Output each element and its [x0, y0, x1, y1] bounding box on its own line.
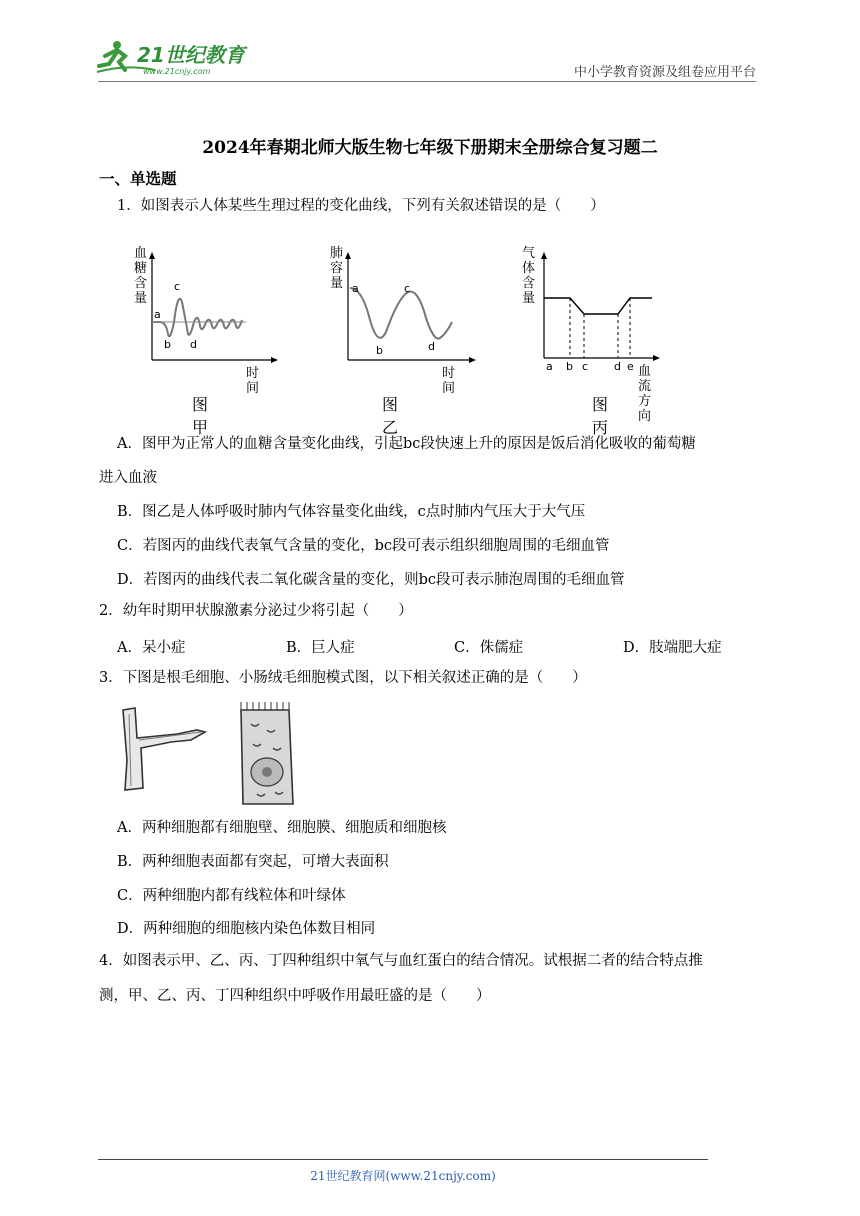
fig-yi-point-d: d [428, 340, 435, 353]
q3-option-d: D．两种细胞的细胞核内染色体数目相同 [117, 921, 376, 937]
fig-yi-ylabel: 肺 容 量 [330, 246, 344, 291]
q3-option-b: B．两种细胞表面都有突起，可增大表面积 [117, 854, 389, 870]
header-divider [98, 81, 756, 82]
fig-bing-ylabel: 气 体 含 量 [522, 246, 536, 306]
fig-bing-xlabel: 血流方向 [638, 364, 652, 424]
q3-option-c: C．两种细胞内都有线粒体和叶绿体 [117, 888, 346, 904]
q3-option-a: A．两种细胞都有细胞壁、细胞膜、细胞质和细胞核 [117, 820, 447, 836]
cell-diagram-icon [117, 700, 327, 812]
fig-jia-caption: 图甲 [192, 395, 209, 437]
q2-option-c: C．侏儒症 [454, 640, 524, 656]
fig-bing-point-c: c [582, 360, 589, 373]
runner-logo-icon [95, 38, 260, 78]
fig-bing-point-a: a [546, 360, 553, 373]
fig-jia-point-a: a [154, 308, 161, 321]
fig-bing-caption: 图丙 [592, 395, 609, 437]
q1-option-c: C．若图丙的曲线代表氧气含量的变化，bc段可表示组织细胞周围的毛细血管 [117, 538, 610, 554]
fig-yi-xlabel: 时间 [442, 366, 456, 396]
logo-text: 21世纪教育 [137, 43, 245, 67]
q1-option-d: D．若图丙的曲线代表二氧化碳含量的变化，则bc段可表示肺泡周围的毛细血管 [117, 572, 625, 588]
header-platform-text: 中小学教育资源及组卷应用平台 [574, 65, 757, 80]
fig-jia-point-d: d [190, 338, 197, 351]
fig-bing-point-b: b [566, 360, 573, 373]
q3-stem: 3．下图是根毛细胞、小肠绒毛细胞模式图，以下相关叙述正确的是（ ） [99, 670, 587, 686]
logo-url: www.21cnjy.com [143, 67, 211, 76]
fig-jia-xlabel: 时间 [246, 366, 260, 396]
site-logo [95, 38, 260, 78]
section-heading: 一、单选题 [99, 169, 177, 188]
fig-jia-curve [130, 242, 280, 382]
q1-stem: 1．如图表示人体某些生理过程的变化曲线，下列有关叙述错误的是（ ） [117, 198, 605, 214]
q2-option-b: B．巨人症 [286, 640, 355, 656]
footer-divider [98, 1159, 708, 1160]
q1-option-b: B．图乙是人体呼吸时肺内气体容量变化曲线，c点时肺内气压大于大气压 [117, 504, 586, 520]
fig-yi-point-a: a [352, 282, 359, 295]
q1-option-a-line1: A．图甲为正常人的血糖含量变化曲线，引起bc段快速上升的原因是饭后消化吸收的葡萄糖 [117, 436, 696, 452]
fig-jia-ylabel: 血 糖 含 量 [134, 246, 148, 306]
q2-option-d: D．肢端肥大症 [623, 640, 722, 656]
fig-jia-point-c: c [174, 280, 181, 293]
q4-stem-line1: 4．如图表示甲、乙、丙、丁四种组织中氧气与血红蛋白的结合情况。试根据二者的结合特点推 [99, 953, 703, 969]
fig-yi-point-b: b [376, 344, 383, 357]
fig-bing-point-d: d [614, 360, 621, 373]
q2-stem: 2．幼年时期甲状腺激素分泌过少将引起（ ） [99, 603, 413, 619]
fig-bing-point-e: e [627, 360, 634, 373]
fig-jia-point-b: b [164, 338, 171, 351]
footer-link[interactable]: 21世纪教育网(www.21cnjy.com) [310, 1169, 496, 1183]
fig-yi-caption: 图乙 [382, 395, 399, 437]
q2-option-a: A．呆小症 [117, 640, 186, 656]
page-title: 2024年春期北师大版生物七年级下册期末全册综合复习题二 [202, 138, 658, 158]
q1-option-a-line2: 进入血液 [99, 470, 157, 486]
fig-yi-point-c: c [404, 282, 411, 295]
q4-stem-line2: 测，甲、乙、丙、丁四种组织中呼吸作用最旺盛的是（ ） [99, 988, 491, 1004]
fig-yi-curve [328, 242, 478, 382]
